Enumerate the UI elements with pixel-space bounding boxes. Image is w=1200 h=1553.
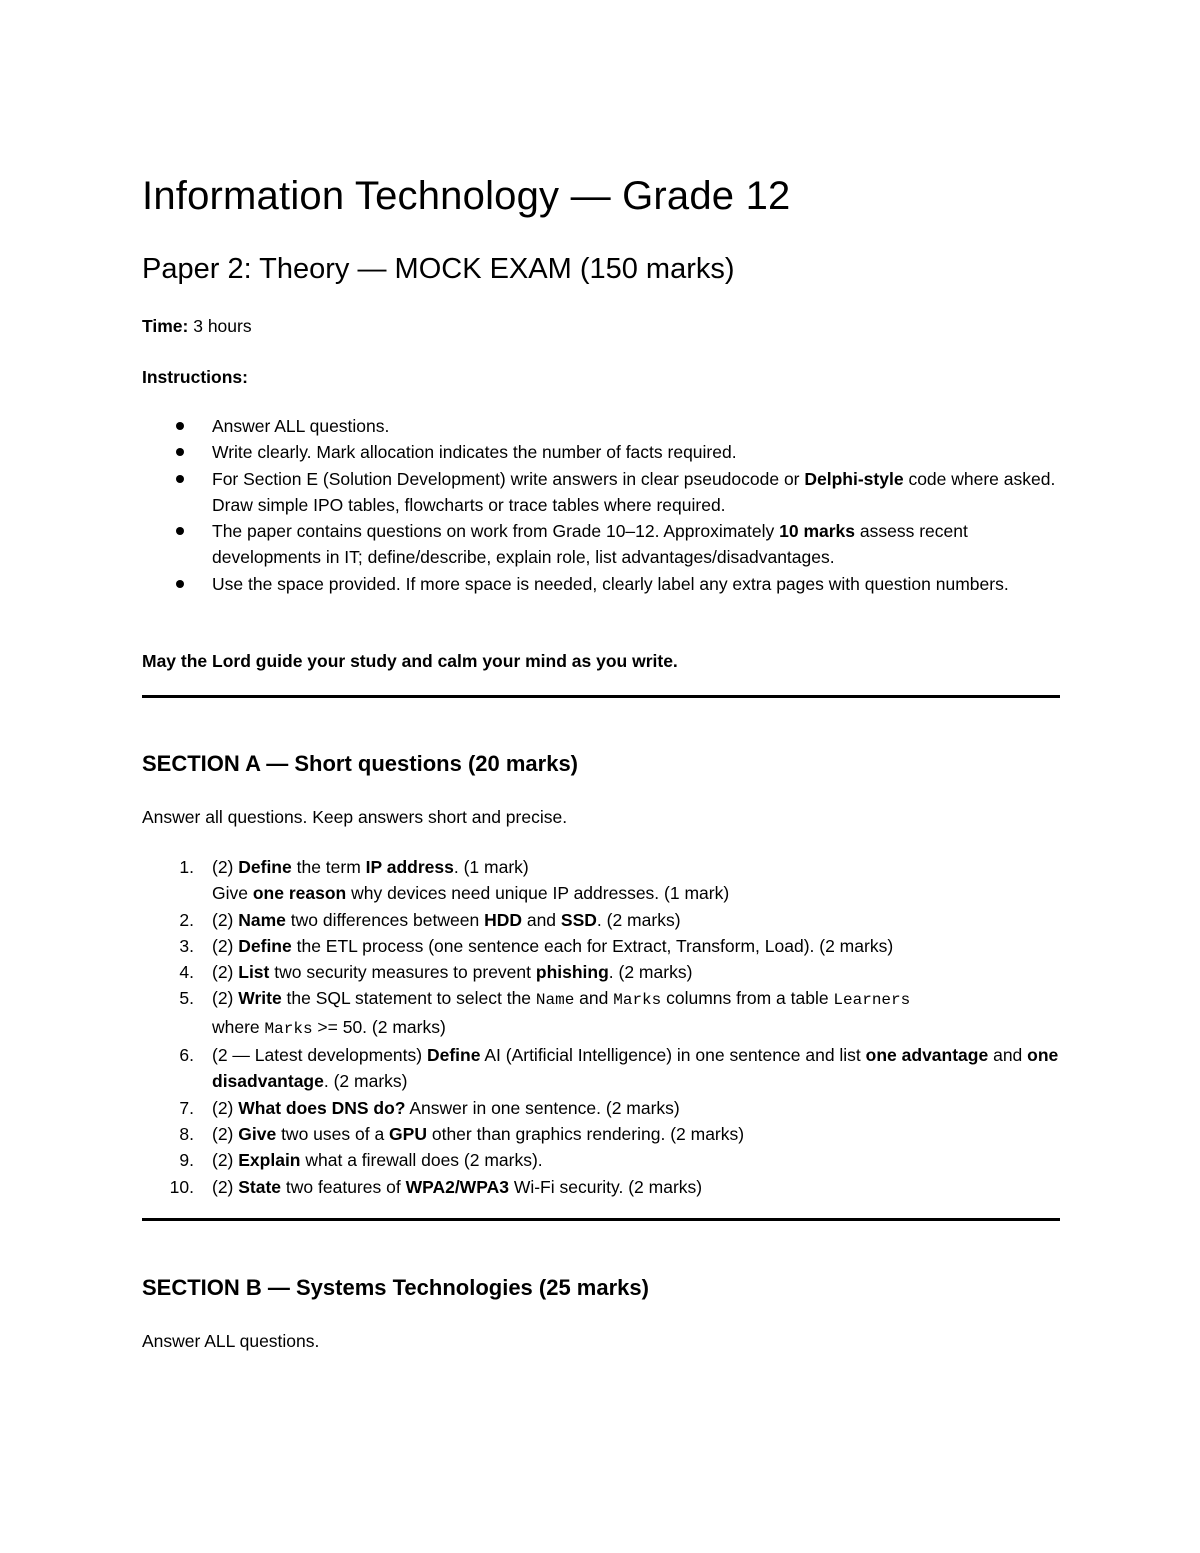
question-number: 1. [179,857,194,877]
question-item: 9. (2) Explain what a firewall does (2 marks). [142,1147,1060,1173]
section-a-title: SECTION A — Short questions (20 marks) [142,751,579,776]
question-item: 1. (2) Define the term IP address. (1 mark) Give one reason why devices need unique IP addresses. (1 mark) [142,854,1060,907]
instructions-heading: Instructions: [142,367,248,387]
question-number: 5. [179,988,194,1009]
bullet-icon [176,422,184,430]
bullet-icon [176,475,184,483]
divider [142,1218,1060,1221]
paper-subtitle: Paper 2: Theory — MOCK EXAM (150 marks) [142,253,735,285]
time-value: 3 hours [188,316,252,336]
question-item: 8. (2) Give two uses of a GPU other than graphics rendering. (2 marks) [142,1121,1060,1147]
question-number: 9. [179,1150,194,1171]
question-item: 5. (2) Write the SQL statement to select the Name and Marks columns from a table Learners where Marks >= 50. (2 marks) [142,985,1060,1042]
section-b-intro: Answer ALL questions. [142,1331,320,1351]
question-number: 2. [179,909,194,930]
page-title: Information Technology — Grade 12 [142,174,791,218]
blessing-line: May the Lord guide your study and calm your mind as you write. [142,651,678,671]
question-number: 7. [179,1097,194,1118]
instruction-item: Answer ALL questions. [142,413,1060,439]
bullet-icon [176,448,184,456]
instruction-item: Write clearly. Mark allocation indicates the number of facts required. [142,439,1060,465]
question-item: 2. (2) Name two differences between HDD and SSD. (2 marks) [142,907,1060,933]
bullet-icon [176,527,184,535]
section-a-intro: Answer all questions. Keep answers short and precise. [142,807,568,827]
question-item: 3. (2) Define the ETL process (one sentence each for Extract, Transform, Load). (2 marks) [142,933,1060,959]
question-item: 4. (2) List two security measures to prevent phishing. (2 marks) [142,959,1060,985]
instruction-item: The paper contains questions on work from Grade 10–12. Approximately 10 marks assess recent developments in IT; define/describe, explain role, list advantages/disadvantages. [142,518,1060,571]
question-item: 7. (2) What does DNS do? Answer in one sentence. (2 marks) [142,1095,1060,1121]
question-number: 10. [169,1176,194,1197]
question-number: 6. [179,1045,194,1066]
section-b-title: SECTION B — Systems Technologies (25 marks) [142,1275,649,1300]
question-number: 8. [179,1123,194,1144]
instruction-item: For Section E (Solution Development) write answers in clear pseudocode or Delphi-style code where asked. Draw simple IPO tables, flowcharts or trace tables where required. [142,466,1060,519]
instruction-item: Use the space provided. If more space is needed, clearly label any extra pages with question numbers. [142,571,1060,597]
time-label: Time: [142,316,189,336]
divider [142,695,1060,698]
question-number: 4. [179,962,194,983]
question-number: 3. [179,935,194,956]
bullet-icon [176,580,184,588]
question-item: 10. (2) State two features of WPA2/WPA3 Wi-Fi security. (2 marks) [142,1174,1060,1200]
time-line [142,313,252,340]
question-item: 6. (2 — Latest developments) Define AI (Artificial Intelligence) in one sentence and list one advantage and one disadvantage. (2 marks) [142,1042,1060,1095]
section-a-questions [142,854,1060,1200]
instructions-list [142,413,1060,597]
